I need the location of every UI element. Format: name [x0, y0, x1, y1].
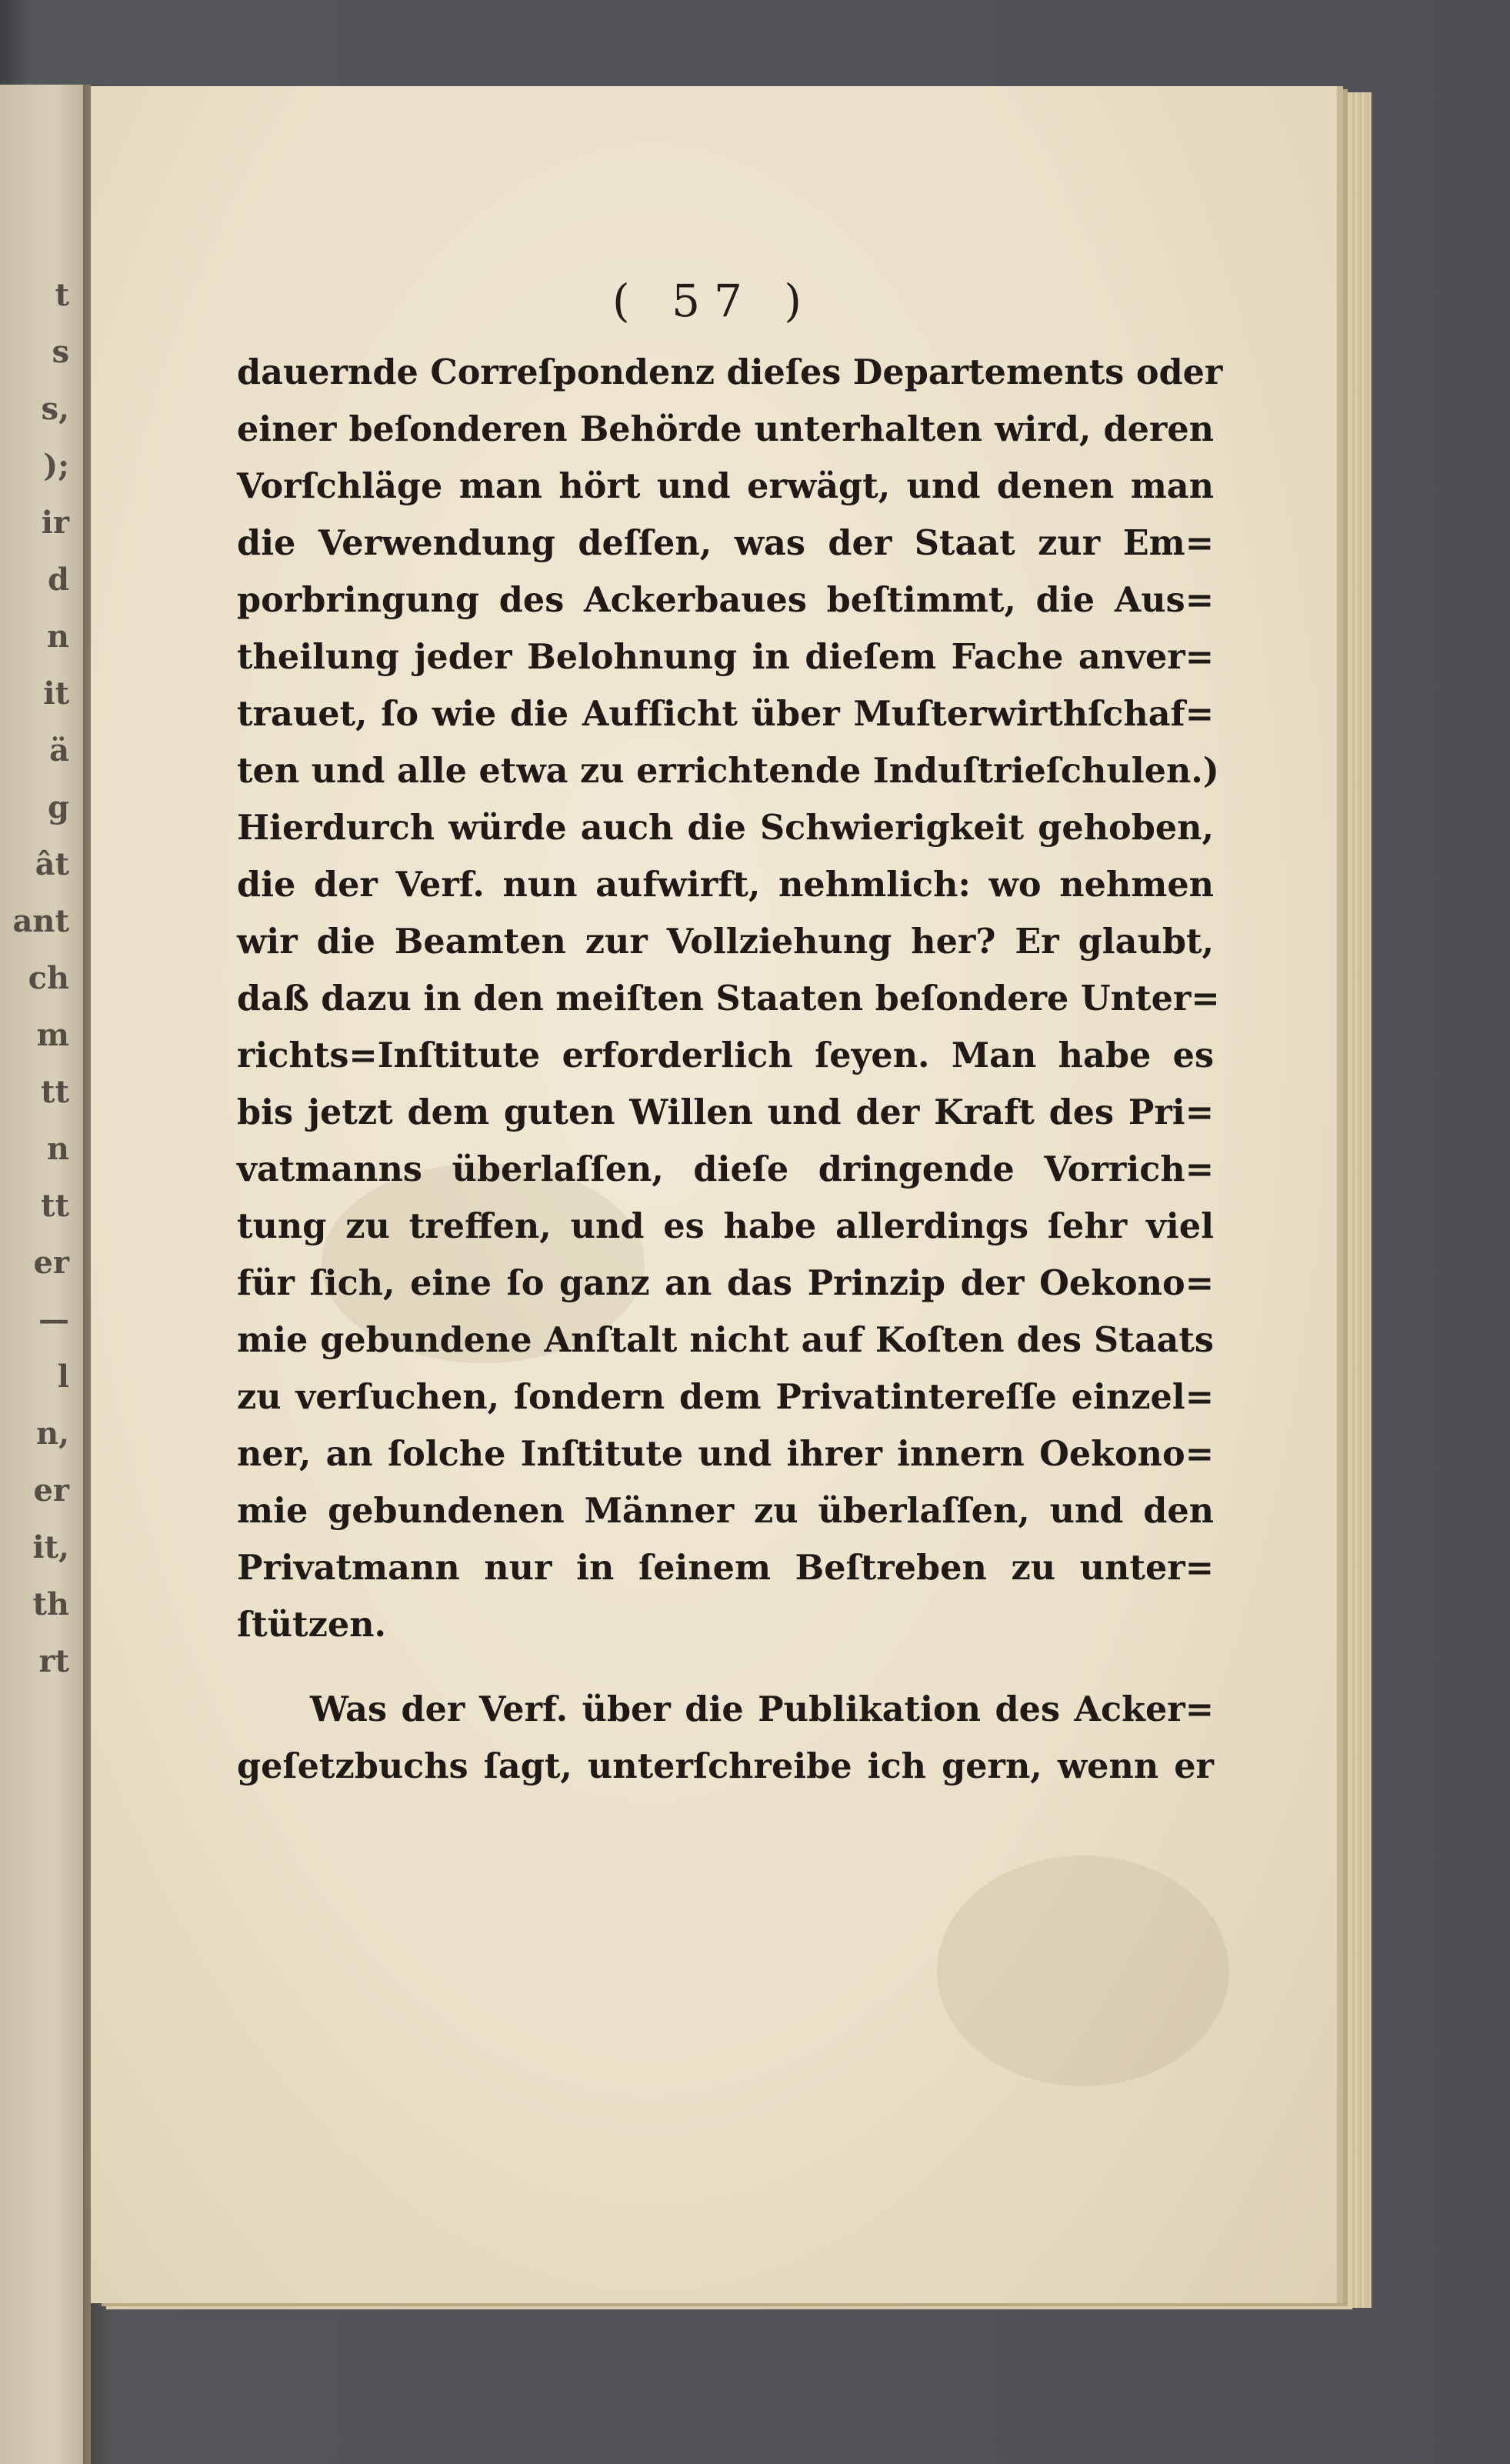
text-line: die der Verf. nun aufwirft, nehmlich: wo nehmen	[237, 865, 1214, 905]
facing-page-glyph: l	[57, 1359, 69, 1395]
facing-page-glyph: t	[55, 277, 69, 313]
facing-page-glyph: it	[43, 675, 69, 712]
facing-page-glyph: ât	[35, 846, 69, 882]
facing-page-glyph: s	[52, 334, 69, 370]
page-number: ( 57 )	[612, 275, 815, 327]
page-stack-edge	[1331, 92, 1372, 2308]
facing-page-glyph: —	[38, 1302, 69, 1338]
text-line: Was der Verf. über die Publikation des Acker=	[310, 1689, 1214, 1729]
facing-page-glyph: er	[33, 1472, 69, 1509]
facing-page-glyph: d	[48, 562, 69, 598]
facing-page-glyph: er	[33, 1245, 69, 1281]
text-line: daß dazu in den meiſten Staaten beſondere Unter=	[237, 979, 1220, 1019]
text-line: zu verſuchen, ſondern dem Privatintereſſe einzel=	[237, 1377, 1214, 1417]
text-line: ner, an ſolche Inſtitute und ihrer innern Oekono=	[237, 1434, 1214, 1474]
text-line: tung zu treffen, und es habe allerdings ſehr viel	[237, 1206, 1214, 1246]
text-line: Privatmann nur in ſeinem Beſtreben zu unter=	[237, 1548, 1214, 1588]
text-line: porbringung des Ackerbaues beſtimmt, die Aus=	[237, 580, 1214, 620]
facing-page-glyph: m	[36, 1017, 69, 1053]
facing-page-glyph: it,	[32, 1529, 69, 1565]
text-line: mie gebundene Anſtalt nicht auf Koſten des Staats	[237, 1320, 1214, 1360]
book-page	[91, 86, 1337, 2303]
text-line: mie gebundenen Männer zu überlaſſen, und den	[237, 1491, 1214, 1531]
text-line: trauet, ſo wie die Aufſicht über Muſterwirthſchaf=	[237, 694, 1214, 734]
facing-page-glyph: );	[43, 448, 69, 484]
text-line: ten und alle etwa zu errichtende Induſtrieſchulen.)	[237, 751, 1219, 791]
text-line: richts=Inſtitute erforderlich ſeyen. Man habe es	[237, 1035, 1214, 1075]
body-text	[237, 344, 1223, 1795]
text-line: dauernde Correſpondenz dieſes Departements oder	[237, 352, 1223, 392]
facing-page-glyph: s,	[41, 391, 69, 427]
facing-page-glyph: n	[46, 1131, 69, 1167]
facing-page-glyph: tt	[41, 1074, 69, 1110]
facing-page-glyph: n,	[35, 1415, 69, 1452]
facing-page-glyph: n	[46, 619, 69, 655]
text-line: ſtützen.	[237, 1605, 387, 1645]
text-line: bis jetzt dem guten Willen und der Kraft des Pri=	[237, 1092, 1214, 1132]
text-line: geſetzbuchs ſagt, unterſchreibe ich gern, wenn er	[237, 1746, 1214, 1786]
facing-page-glyph: ir	[41, 505, 69, 541]
paper-stain	[937, 1856, 1229, 2086]
text-line: die Verwendung deſſen, was der Staat zur Em=	[237, 523, 1214, 563]
facing-page-glyph: ch	[28, 960, 69, 996]
facing-page-glyph: th	[32, 1586, 69, 1622]
text-line: Vorſchläge man hört und erwägt, und denen man	[237, 466, 1214, 506]
text-line: für ſich, eine ſo ganz an das Prinzip der Oekono=	[237, 1263, 1214, 1303]
facing-page-glyph: ä	[49, 732, 69, 769]
facing-page-glyph: g	[48, 789, 69, 825]
facing-page-edge	[0, 85, 91, 2464]
text-line: wir die Beamten zur Vollziehung her? Er glaubt,	[237, 922, 1214, 962]
text-line: Hierdurch würde auch die Schwierigkeit gehoben,	[237, 808, 1214, 848]
facing-page-glyph: tt	[41, 1188, 69, 1224]
facing-page-glyph: rt	[38, 1643, 69, 1679]
text-line: einer beſonderen Behörde unterhalten wird, deren	[237, 409, 1214, 449]
text-line: theilung jeder Belohnung in dieſem Fache anver=	[237, 637, 1214, 677]
facing-page-glyph: ant	[12, 903, 69, 939]
text-line: vatmanns überlaſſen, dieſe dringende Vorrich=	[237, 1149, 1214, 1189]
paragraph-gap	[237, 1653, 1214, 1681]
